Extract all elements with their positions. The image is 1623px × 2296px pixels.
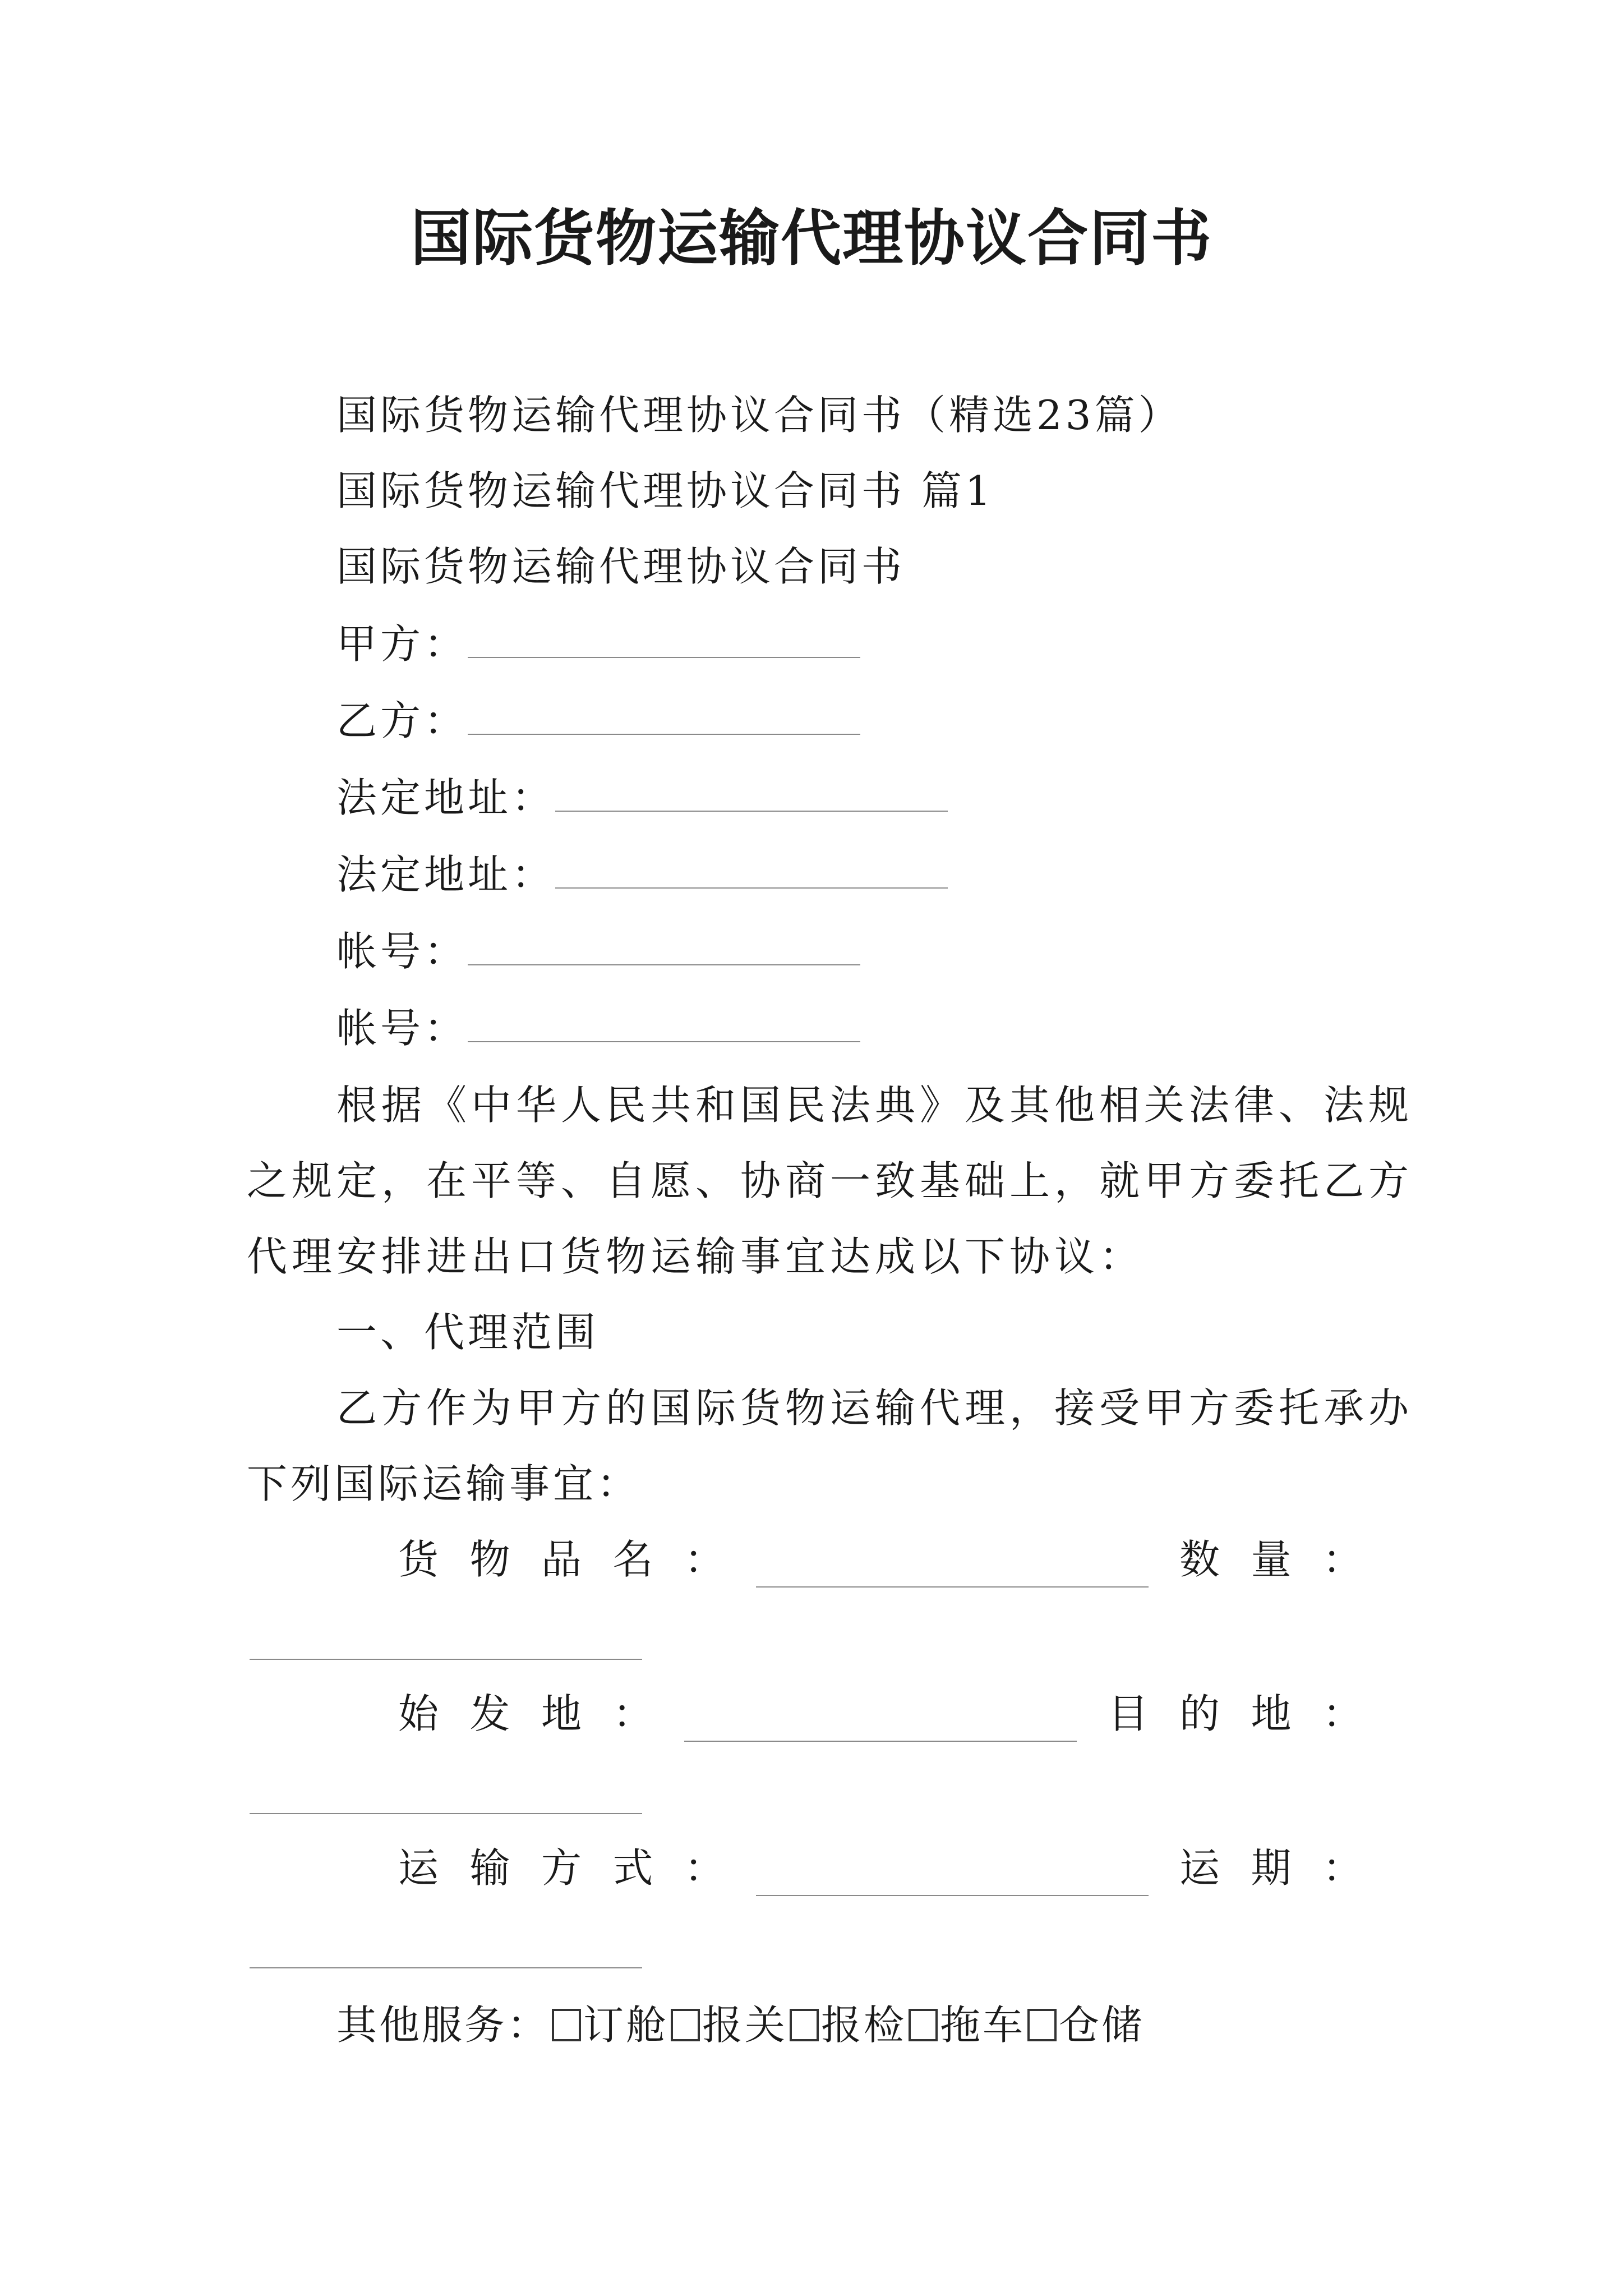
origin-char-4: ： [612,1690,653,1737]
address-b-label: 法定地址： [336,851,556,898]
goods-name-char-3: 品 [541,1536,582,1583]
quantity-char-3: ： [1322,1536,1363,1583]
destination-char-2: 的 [1179,1690,1220,1737]
preamble-line-2: 之规定，在平等、自愿、协商一致基础上，就甲方委托乙方 [247,1157,1414,1204]
booking-checkbox[interactable] [552,2009,581,2041]
document-title: 国际货物运输代理协议合同书 [410,203,1212,274]
address-b-row [336,846,948,903]
transit-period-char-3: ： [1322,1844,1363,1892]
document-subtitle: 国际货物运输代理协议合同书（精选23篇） [336,392,1182,439]
address-a-row [336,770,948,826]
party-a-row [336,616,860,672]
goods-name-char-2: 物 [469,1536,510,1583]
goods-quantity-row [398,1531,1363,1588]
goods-name-char-4: 名 [612,1536,653,1583]
origin-char-1: 始 [398,1690,439,1737]
party-b-row [336,693,860,749]
preamble-line-1: 根据《中华人民共和国民法典》及其他相关法律、法规 [336,1082,1414,1129]
origin-char-2: 发 [469,1690,510,1737]
quantity-input[interactable] [250,1658,642,1660]
address-b-input[interactable] [555,865,948,889]
contract-name: 国际货物运输代理协议合同书 [336,543,906,590]
quantity-char-2: 量 [1251,1536,1292,1583]
transport-mode-char-2: 输 [469,1844,510,1892]
account-b-input[interactable] [468,1019,860,1042]
other-services-row [336,1997,1144,2053]
party-a-input[interactable] [468,634,860,658]
warehousing-label: 仓储 [1059,2001,1145,2049]
destination-input[interactable] [250,1812,642,1814]
clause-1-heading: 一、代理范围 [336,1309,600,1356]
goods-name-char-5: ： [684,1536,725,1583]
account-b-row [336,1000,860,1056]
origin-destination-row [398,1686,1363,1742]
address-a-label: 法定地址： [336,774,556,821]
goods-name-char-1: 货 [398,1536,439,1583]
clause-1-line-2: 下列国际运输事宜： [247,1460,641,1507]
transport-mode-char-1: 运 [398,1844,439,1892]
trucking-label: 拖车 [940,2001,1026,2049]
warehousing-checkbox[interactable] [1027,2009,1057,2041]
account-a-input[interactable] [468,942,860,965]
booking-label: 订舱 [583,2001,669,2049]
section-heading: 国际货物运输代理协议合同书 篇1 [336,467,994,514]
transport-mode-input[interactable] [756,1872,1149,1896]
customs-label: 报关 [702,2001,788,2049]
preamble-line-3: 代理安排进出口货物运输事宜达成以下协议： [247,1233,1145,1280]
transit-period-char-2: 期 [1251,1844,1292,1892]
origin-input[interactable] [684,1718,1077,1742]
party-a-label: 甲方： [336,620,468,668]
other-services-label: 其他服务： [336,2001,550,2049]
origin-char-3: 地 [541,1690,582,1737]
clause-1-line-1: 乙方作为甲方的国际货物运输代理，接受甲方委托承办 [336,1384,1414,1432]
destination-char-3: 地 [1251,1690,1292,1737]
transport-period-row [398,1840,1363,1896]
goods-name-input[interactable] [756,1564,1149,1588]
party-b-input[interactable] [468,711,860,735]
transport-mode-char-5: ： [684,1844,725,1892]
destination-char-4: ： [1322,1690,1363,1737]
account-a-label: 帐号： [336,928,468,975]
transport-mode-char-3: 方 [541,1844,582,1892]
account-a-row [336,923,860,979]
address-a-input[interactable] [555,788,948,812]
quantity-char-1: 数 [1179,1536,1220,1583]
party-b-label: 乙方： [336,697,468,744]
transit-period-char-1: 运 [1179,1844,1220,1892]
transit-period-input[interactable] [250,1966,642,1968]
transport-mode-char-4: 式 [612,1844,653,1892]
inspection-checkbox[interactable] [790,2009,819,2041]
customs-checkbox[interactable] [671,2009,700,2041]
account-b-label: 帐号： [336,1005,468,1052]
destination-char-1: 目 [1108,1690,1149,1737]
inspection-label: 报检 [821,2001,907,2049]
trucking-checkbox[interactable] [909,2009,938,2041]
